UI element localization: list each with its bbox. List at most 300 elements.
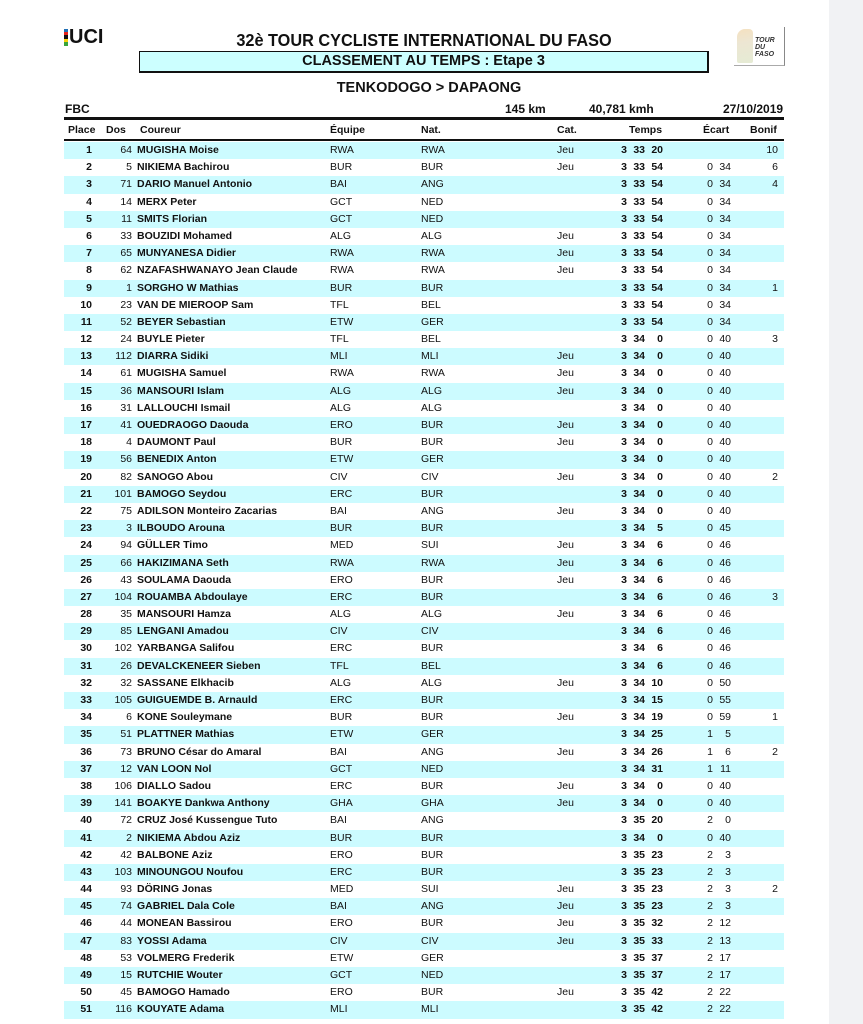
gap-minutes: 0 [707,797,713,810]
time-hours: 3 [621,539,627,552]
time-seconds: 6 [657,573,663,586]
federation: FBC [65,102,90,116]
rider-name: SOULAMA Daouda [137,573,232,586]
team: BAI [330,178,347,191]
time-minutes: 34 [633,384,645,397]
nationality: ALG [421,608,443,621]
time-seconds: 54 [651,195,663,208]
bib-number: 3 [126,522,132,535]
team: ETW [330,951,354,964]
bib-number: 105 [114,694,132,706]
time-hours: 3 [621,298,627,311]
time-hours: 3 [621,247,627,260]
time-seconds: 23 [651,848,663,861]
team: BUR [330,161,353,174]
category: Jeu [557,504,574,517]
bib-number: 72 [120,814,132,827]
nationality: BEL [421,333,441,346]
gap-minutes: 2 [707,934,713,947]
time-seconds: 0 [657,384,663,397]
time-minutes: 33 [633,144,645,156]
time-seconds: 23 [651,865,663,878]
bib-number: 42 [120,848,132,861]
team: BUR [330,522,353,535]
team: TFL [330,659,349,672]
place: 21 [80,487,92,500]
time-seconds: 0 [657,453,663,466]
table-row [64,245,784,262]
nationality: GER [421,315,444,328]
team: RWA [330,247,354,260]
nationality: ALG [421,401,443,414]
bonus: 10 [766,144,778,156]
place: 44 [80,883,92,896]
team: ERC [330,487,353,500]
place: 40 [80,814,92,827]
team: CIV [330,470,348,483]
time-minutes: 34 [633,504,645,517]
col-dos: Dos [106,124,126,136]
time-minutes: 34 [633,556,645,569]
col-nat: Nat. [421,124,441,136]
bib-number: 44 [120,917,132,930]
time-seconds: 54 [651,315,663,328]
time-hours: 3 [621,453,627,466]
time-minutes: 34 [633,797,645,810]
team: RWA [330,556,354,569]
bib-number: 74 [120,900,132,913]
rider-name: YOSSI Adama [137,934,207,947]
rider-name: ROUAMBA Abdoulaye [137,590,248,603]
category: Jeu [557,161,574,174]
rider-name: ILBOUDO Arouna [137,522,225,535]
place: 19 [80,453,92,466]
category: Jeu [557,436,574,449]
place: 5 [86,212,92,225]
nationality: BEL [421,298,441,311]
team: ERO [330,848,353,861]
place: 24 [80,539,92,552]
place: 26 [80,573,92,586]
time-minutes: 35 [633,969,645,981]
time-hours: 3 [621,367,627,380]
col-cat: Cat. [557,124,577,136]
rider-name: MUGISHA Samuel [137,367,227,380]
time-hours: 3 [621,470,627,483]
rider-name: GABRIEL Dala Cole [137,900,235,913]
category: Jeu [557,779,574,792]
table-row [64,864,784,881]
gap-seconds: 5 [725,728,731,741]
time-minutes: 34 [633,470,645,483]
time-minutes: 34 [633,522,645,535]
time-seconds: 6 [657,659,663,672]
team: ERC [330,590,353,603]
nationality: BUR [421,573,444,586]
table-row [64,194,784,211]
time-seconds: 23 [651,900,663,913]
team: CIV [330,934,348,947]
team: ERO [330,986,353,999]
time-hours: 3 [621,195,627,208]
gap-minutes: 0 [707,487,713,500]
gap-minutes: 0 [707,212,713,225]
gap-minutes: 0 [707,195,713,208]
gap-minutes: 0 [707,419,713,431]
uci-logo-text: UCI [69,26,104,48]
bonus: 1 [772,281,778,294]
nationality: BUR [421,779,444,792]
place: 13 [80,350,92,363]
team: MLI [330,350,348,363]
category: Jeu [557,470,574,483]
nationality: BUR [421,865,444,878]
cyclist-figure-icon [737,29,753,63]
bib-number: 52 [120,315,132,328]
bib-number: 116 [115,1003,132,1016]
time-minutes: 35 [633,814,645,827]
nationality: ANG [421,814,444,827]
time-minutes: 34 [633,831,645,844]
stage-info-row [64,102,784,116]
bib-number: 102 [114,642,132,655]
category: Jeu [557,676,574,689]
place: 23 [80,522,92,535]
rider-name: SASSANE Elkhacib [137,676,234,689]
gap-seconds: 40 [719,504,731,517]
time-minutes: 34 [633,573,645,586]
time-hours: 3 [621,831,627,844]
bib-number: 101 [114,487,132,500]
gap-seconds: 34 [719,315,731,328]
time-seconds: 6 [657,556,663,569]
rider-name: SORGHO W Mathias [137,281,239,294]
rider-name: DÖRING Jonas [137,883,213,896]
nationality: NED [421,969,444,981]
bonus: 4 [772,178,778,191]
bib-number: 35 [120,608,132,621]
rider-name: HAKIZIMANA Seth [137,556,229,569]
uci-rainbow-bars-icon [64,29,68,46]
gap-seconds: 46 [719,539,731,552]
table-row [64,451,784,468]
nationality: BUR [421,522,444,535]
team: GCT [330,195,353,208]
team: BUR [330,436,353,449]
time-hours: 3 [621,556,627,569]
time-hours: 3 [621,281,627,294]
category: Jeu [557,144,574,156]
place: 4 [86,195,92,208]
team: ALG [330,608,352,621]
gap-minutes: 1 [707,762,713,775]
rider-name: BENEDIX Anton [137,453,217,466]
team: ALG [330,384,352,397]
table-row [64,692,784,709]
nationality: BEL [421,659,441,672]
nationality: CIV [421,934,439,947]
gap-seconds: 46 [719,625,731,638]
gap-minutes: 0 [707,178,713,191]
time-minutes: 33 [633,247,645,260]
gap-minutes: 2 [707,865,713,878]
time-hours: 3 [621,264,627,277]
table-row [64,142,784,159]
time-minutes: 34 [633,436,645,449]
time-hours: 3 [621,814,627,827]
place: 2 [86,161,92,174]
place: 37 [80,762,92,775]
rider-name: MINOUNGOU Noufou [137,865,244,878]
gap-seconds: 34 [719,161,731,174]
time-minutes: 33 [633,161,645,174]
time-seconds: 54 [651,212,663,225]
table-row [64,228,784,245]
gap-seconds: 40 [719,487,731,500]
table-row [64,640,784,657]
gap-seconds: 46 [719,642,731,655]
bonus: 3 [772,333,778,346]
team: ERC [330,779,353,792]
time-hours: 3 [621,883,627,896]
time-minutes: 34 [633,419,645,431]
gap-minutes: 0 [707,831,713,844]
time-minutes: 33 [633,229,645,242]
time-minutes: 34 [633,728,645,741]
time-minutes: 34 [633,453,645,466]
gap-minutes: 0 [707,384,713,397]
table-row [64,486,784,503]
time-seconds: 20 [651,814,663,827]
time-minutes: 34 [633,762,645,775]
place: 45 [80,900,92,913]
nationality: ALG [421,384,443,397]
time-seconds: 0 [657,436,663,449]
nationality: BUR [421,590,444,603]
rider-name: BRUNO César do Amaral [137,745,262,758]
gap-minutes: 0 [707,229,713,242]
col-coureur: Coureur [140,124,181,136]
bib-number: 2 [126,831,132,844]
table-row [64,572,784,589]
time-minutes: 34 [633,642,645,655]
table-row [64,709,784,726]
nationality: GHA [421,797,444,810]
nationality: GER [421,951,444,964]
nationality: RWA [421,367,445,380]
gap-seconds: 0 [725,814,731,827]
time-seconds: 6 [657,539,663,552]
gap-minutes: 0 [707,367,713,380]
nationality: ANG [421,900,444,913]
rider-name: DARIO Manuel Antonio [137,178,253,191]
bib-number: 75 [120,504,132,517]
gap-seconds: 34 [719,212,731,225]
time-seconds: 54 [651,298,663,311]
category: Jeu [557,384,574,397]
gap-seconds: 34 [719,281,731,294]
gap-seconds: 40 [719,831,731,844]
gap-seconds: 40 [719,797,731,810]
gap-seconds: 34 [719,229,731,242]
time-hours: 3 [621,161,627,174]
rider-name: RUTCHIE Wouter [137,969,223,981]
rider-name: KOUYATE Adama [137,1003,225,1016]
place: 14 [80,367,92,380]
time-seconds: 42 [651,1003,663,1016]
time-seconds: 0 [657,831,663,844]
time-hours: 3 [621,436,627,449]
gap-seconds: 46 [719,556,731,569]
category: Jeu [557,711,574,724]
bib-number: 26 [120,659,132,672]
uci-logo [64,26,103,48]
bib-number: 62 [120,264,132,277]
place: 39 [80,797,92,810]
category: Jeu [557,419,574,431]
gap-minutes: 0 [707,590,713,603]
time-hours: 3 [621,401,627,414]
bib-number: 5 [126,161,132,174]
time-hours: 3 [621,333,627,346]
time-seconds: 54 [651,161,663,174]
table-row [64,383,784,400]
time-hours: 3 [621,229,627,242]
average-speed: 40,781 kmh [589,102,654,116]
nationality: CIV [421,625,439,638]
gap-seconds: 11 [720,762,731,775]
place: 48 [80,951,92,964]
rider-name: NIKIEMA Abdou Aziz [137,831,241,844]
rider-name: MANSOURI Islam [137,384,224,397]
nationality: MLI [421,1003,439,1016]
time-seconds: 23 [651,883,663,896]
time-seconds: 25 [651,728,663,741]
gap-minutes: 1 [707,728,713,741]
bonus: 2 [772,883,778,896]
gap-seconds: 40 [719,419,731,431]
tour-du-faso-logo [734,27,785,66]
bonus: 3 [772,590,778,603]
time-seconds: 6 [657,642,663,655]
gap-minutes: 0 [707,281,713,294]
place: 46 [80,917,92,930]
nationality: RWA [421,247,445,260]
stage-date: 27/10/2019 [723,102,784,116]
table-row [64,400,784,417]
gap-minutes: 0 [707,625,713,638]
gap-seconds: 13 [719,934,731,947]
time-hours: 3 [621,779,627,792]
gap-seconds: 17 [719,951,731,964]
rider-name: BOUZIDI Mohamed [137,229,233,242]
gap-seconds: 46 [719,659,731,672]
table-row [64,795,784,812]
gap-minutes: 0 [707,453,713,466]
time-hours: 3 [621,762,627,775]
table-row [64,847,784,864]
gap-minutes: 0 [707,504,713,517]
place: 43 [80,865,92,878]
place: 3 [86,178,92,191]
time-hours: 3 [621,900,627,913]
time-seconds: 0 [657,333,663,346]
nationality: RWA [421,556,445,569]
nationality: BUR [421,831,444,844]
team: BAI [330,745,347,758]
gap-minutes: 2 [707,917,713,930]
gap-seconds: 40 [719,367,731,380]
team: GCT [330,969,353,981]
rider-name: KONE Souleymane [137,711,233,724]
nationality: MLI [421,350,439,363]
category: Jeu [557,367,574,380]
gap-minutes: 2 [707,969,713,981]
bib-number: 33 [120,229,132,242]
bib-number: 24 [120,333,132,346]
time-hours: 3 [621,522,627,535]
time-seconds: 37 [651,969,663,981]
rider-name: NZAFASHWANAYO Jean Claude [137,264,298,277]
gap-seconds: 34 [719,264,731,277]
table-row [64,606,784,623]
table-row [64,417,784,434]
team: RWA [330,144,354,156]
gap-minutes: 0 [707,676,713,689]
table-row [64,726,784,743]
team: BUR [330,281,353,294]
time-minutes: 35 [633,951,645,964]
time-seconds: 54 [651,178,663,191]
time-minutes: 34 [633,367,645,380]
table-row [64,898,784,915]
place: 34 [80,711,92,724]
bib-number: 56 [120,453,132,466]
category: Jeu [557,247,574,260]
time-minutes: 33 [633,298,645,311]
rider-name: MERX Peter [137,195,197,208]
place: 51 [80,1003,92,1016]
nationality: BUR [421,436,444,449]
nationality: ALG [421,229,443,242]
gap-seconds: 46 [719,573,731,586]
gap-minutes: 2 [707,848,713,861]
nationality: GER [421,728,444,741]
time-hours: 3 [621,848,627,861]
time-minutes: 33 [633,315,645,328]
col-temps: Temps [629,124,663,136]
col-equipe: Équipe [330,124,366,136]
time-seconds: 26 [651,745,663,758]
category: Jeu [557,573,574,586]
table-row [64,434,784,451]
time-seconds: 54 [651,229,663,242]
place: 20 [80,470,92,483]
gap-seconds: 40 [719,436,731,449]
team: RWA [330,264,354,277]
gap-minutes: 0 [707,539,713,552]
team: GHA [330,797,353,810]
time-seconds: 54 [651,247,663,260]
nationality: CIV [421,470,439,483]
bib-number: 85 [120,625,132,638]
bib-number: 53 [120,951,132,964]
gap-seconds: 3 [725,865,731,878]
bib-number: 106 [114,779,132,792]
time-hours: 3 [621,608,627,621]
time-seconds: 6 [657,608,663,621]
viewer-side-panel [829,0,863,1024]
